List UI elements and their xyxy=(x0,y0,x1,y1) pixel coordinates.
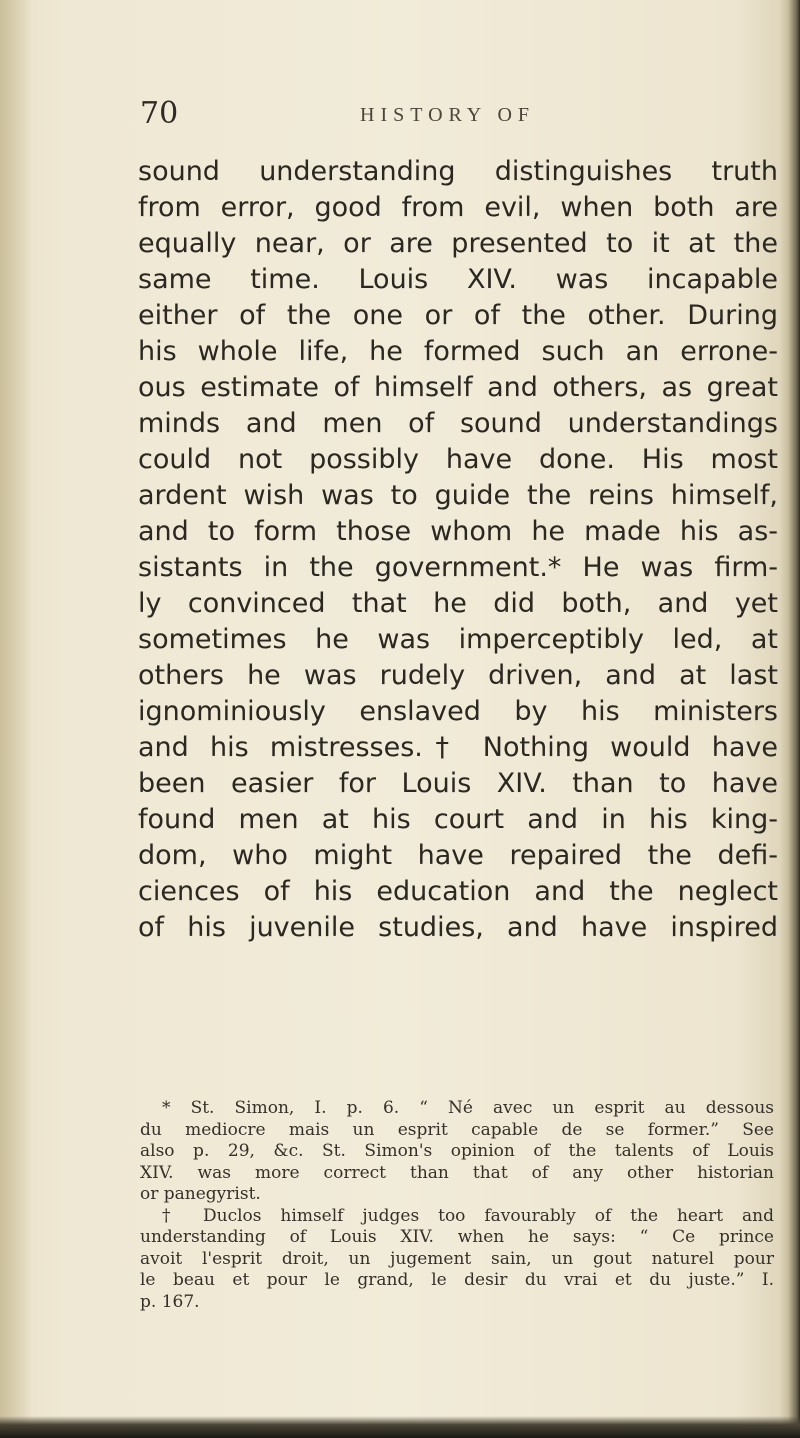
text-line: from error, good from evil, when both are xyxy=(138,192,778,223)
footnote-line: du mediocre mais un esprit capable de se former.” See xyxy=(140,1119,774,1140)
footnote-line: p. 167. xyxy=(140,1291,200,1312)
footnotes xyxy=(140,1098,774,1313)
text-line: ly convinced that he did both, and yet xyxy=(138,588,778,619)
footnote-line: le beau et pour le grand, le desir du vrai et du juste.” I. xyxy=(140,1270,774,1290)
text-line: of his juvenile studies, and have inspired xyxy=(138,912,778,943)
text-line: sistants in the government.* He was firm- xyxy=(138,552,778,583)
text-line: found men at his court and in his king- xyxy=(138,804,778,835)
text-line: minds and men of sound understandings xyxy=(138,408,778,439)
text-line: others he was rudely driven, and at last xyxy=(138,660,778,691)
text-line: and to form those whom he made his as- xyxy=(138,516,778,547)
running-head: HISTORY OF xyxy=(360,104,536,126)
text-line: and his mistresses.† Nothing would have xyxy=(138,732,778,763)
text-line: his whole life, he formed such an errone- xyxy=(138,336,778,367)
text-line: dom, who might have repaired the defi- xyxy=(138,840,778,871)
text-line: equally near, or are presented to it at the xyxy=(138,228,778,259)
footnote-line: or panegyrist. xyxy=(140,1184,261,1204)
page-edge-shadow xyxy=(780,0,800,1438)
text-line: ignominiously enslaved by his ministers xyxy=(138,696,778,727)
footnote-line: understanding of Louis XIV. when he says: “ Ce prince xyxy=(140,1227,774,1247)
text-line: sound understanding distinguishes truth xyxy=(138,156,778,187)
text-line: could not possibly have done. His most xyxy=(138,444,778,475)
main-text xyxy=(138,154,778,946)
text-line: ous estimate of himself and others, as great xyxy=(138,372,778,403)
footnote-line: also p. 29, &c. St. Simon's opinion of the talents of Louis xyxy=(140,1141,774,1161)
text-line: sometimes he was imperceptibly led, at xyxy=(138,624,778,655)
text-line: ardent wish was to guide the reins himself, xyxy=(138,480,778,511)
text-line: ciences of his education and the neglect xyxy=(138,876,778,907)
footnote-line: * St. Simon, I. p. 6. “ Né avec un esprit au dessous xyxy=(162,1098,774,1118)
page-number: 70 xyxy=(140,96,179,131)
footnote-line: † Duclos himself judges too favourably of the heart and xyxy=(162,1205,774,1226)
footnote-line: XIV. was more correct than that of any other historian xyxy=(140,1162,774,1183)
footnote-line: avoit l'esprit droit, un jugement sain, un gout naturel pour xyxy=(140,1248,774,1269)
text-line: been easier for Louis XIV. than to have xyxy=(138,768,778,799)
page-gutter-shadow xyxy=(0,0,32,1438)
page-header xyxy=(140,96,780,136)
text-line: same time. Louis XIV. was incapable xyxy=(138,264,778,295)
text-line: either of the one or of the other. During xyxy=(138,300,778,331)
page-bottom-edge xyxy=(0,1416,800,1438)
